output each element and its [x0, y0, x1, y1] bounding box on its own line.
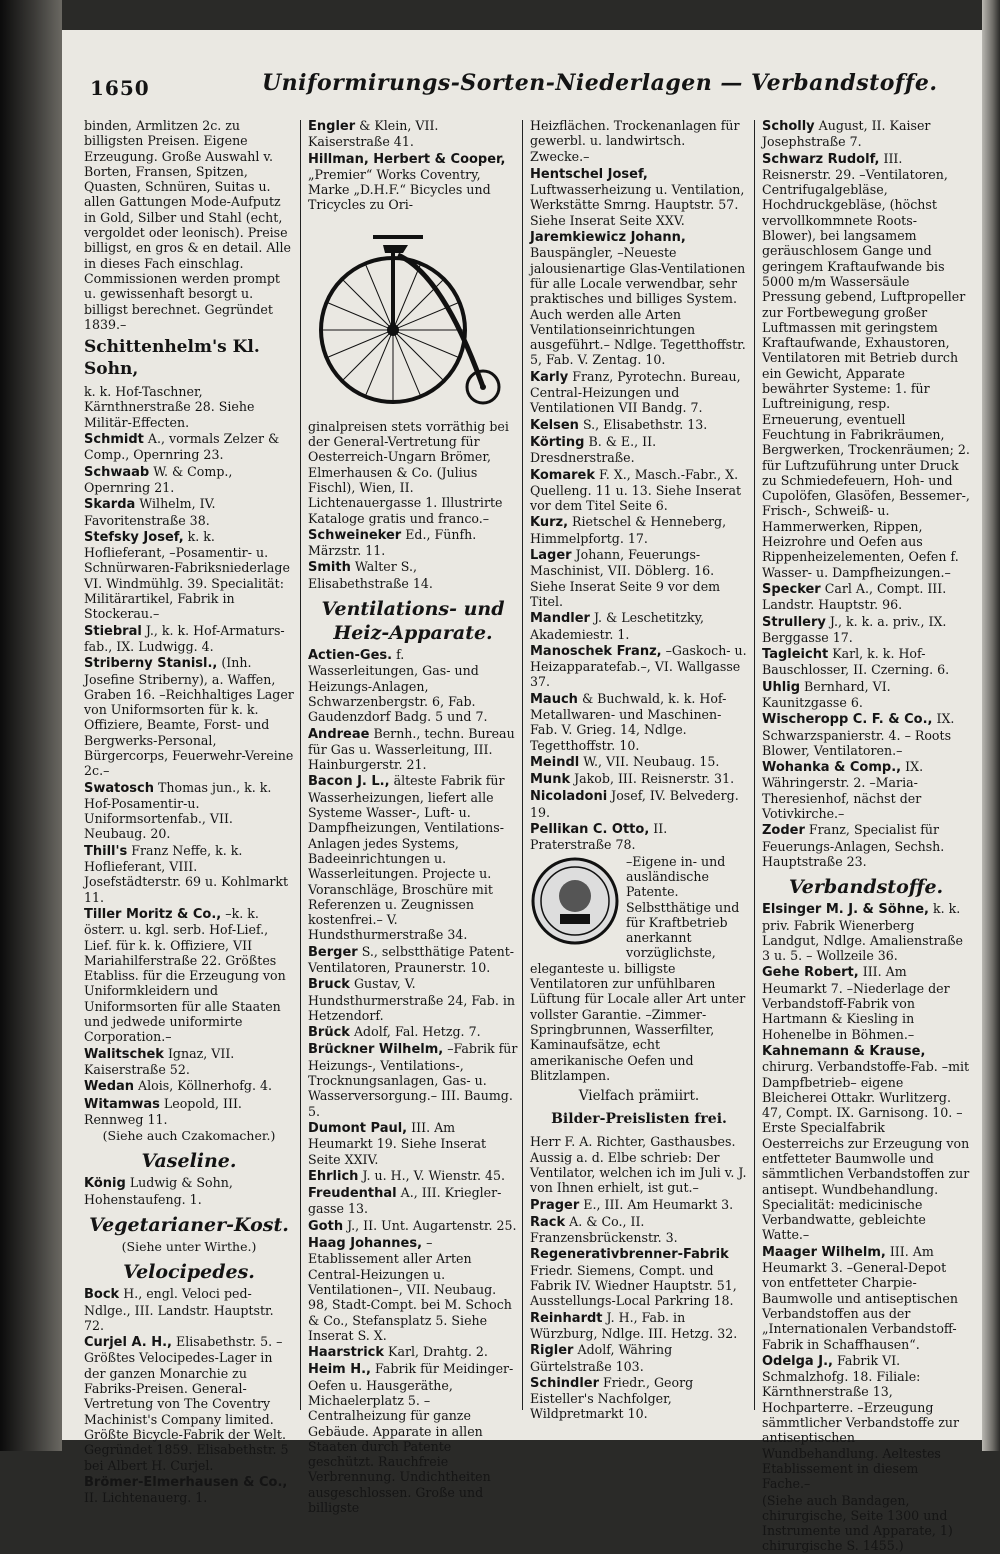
directory-entry: [530, 1310, 748, 1342]
entry-text: k. k. priv. Fabrik Wienerberg Landgut, Ndlge. Amalienstraße 3 u. 5. – Wollzeile 36.: [762, 901, 963, 964]
directory-entry: [530, 417, 748, 433]
entry-name: Mandler: [530, 611, 590, 627]
directory-entry: [530, 1197, 748, 1213]
directory-entry: [530, 1375, 748, 1422]
directory-entry: [308, 1168, 518, 1184]
directory-entry: [84, 1334, 294, 1473]
entry-name: Hentschel Josef,: [530, 166, 648, 182]
directory-entry: [308, 1235, 518, 1343]
directory-entry: [84, 496, 294, 528]
entry-name: Pellikan C. Otto,: [530, 822, 650, 838]
see-also-note: (Siehe auch Czakomacher.): [102, 1128, 276, 1144]
directory-entry: [84, 1286, 294, 1333]
entry-name: Haarstrick: [308, 1345, 385, 1361]
column-2: [308, 118, 518, 1516]
directory-entry: [762, 901, 970, 963]
entry-name: Munk: [530, 772, 571, 788]
section-heading-velocipedes: Velocipedes.: [123, 1261, 255, 1284]
entry-text: S., Elisabethstr. 13.: [582, 416, 708, 432]
entry-text: –Fabrik für Heizungs-, Ventilations-, Trocknungsanlagen, Gas- u. Wasserversorgung.– III. Baumg. 5.: [308, 1041, 518, 1119]
directory-entry: [308, 1344, 518, 1360]
directory-entry: [530, 369, 748, 416]
directory-entry: [308, 151, 518, 213]
entry-list: [84, 1286, 294, 1505]
directory-entry: [308, 1120, 518, 1167]
entry-text: F. X., Masch.-Fabr., X. Quelleng. 11 u. 13. Siehe Inserat vor dem Titel Seite 6.: [530, 466, 742, 514]
entry-name: Berger: [308, 944, 358, 960]
entry-name: Goth: [308, 1218, 344, 1234]
entry-name: Thill's: [84, 843, 128, 859]
directory-entry: [308, 1024, 518, 1040]
entry-text: „Premier“ Works Coventry, Marke „D.H.F.“ Bicycles und Tricycles zu Ori-: [308, 166, 491, 213]
directory-entry: [530, 547, 748, 609]
directory-entry: [84, 906, 294, 1045]
entry-name: Schmidt: [84, 432, 144, 448]
entry-text: –Gaskoch- u. Heizapparatefab.–, VI. Wallgasse 37.: [530, 642, 747, 690]
entry-text: (Inh. Josefine Striberny), a. Waffen, Graben 16. –Reichhaltiges Lager von Uniformsorten für k. k. Offiziere, Beamte, Forst- und Bergwerks-Personal, Bürgercorps, Feuerwehr-Vereine 2c.–: [84, 655, 294, 779]
directory-entry: [530, 1246, 748, 1308]
entry-text: J., k. k. Hof-Armaturs-fab., IX. Ludwigg. 4.: [84, 622, 285, 654]
directory-entry: [530, 643, 748, 690]
page-edge: [982, 0, 1000, 1451]
entry-text: Leopold, III. Rennweg 11.: [84, 1095, 242, 1127]
directory-entry: [530, 1342, 748, 1374]
entry-text: Friedr., Georg Eisteller's Nachfolger, Wildpretmarkt 10.: [530, 1374, 694, 1422]
entry-name: Wohanka & Comp.,: [762, 760, 902, 776]
directory-entry: [530, 610, 748, 642]
directory-page: [62, 30, 982, 1554]
entry-text: III. Am Heumarkt 7. –Niederlage der Verbandstoff-Fabrik von Hartmann & Kiesling in Hohenelbe in Böhmen.–: [762, 964, 950, 1042]
entry-name: Dumont Paul,: [308, 1120, 408, 1136]
directory-entry: [84, 1175, 294, 1207]
directory-entry: [308, 1041, 518, 1118]
entry-name: König: [84, 1176, 126, 1192]
entry-name: Brück: [308, 1025, 350, 1041]
directory-entry: [84, 655, 294, 778]
featured-entry-text: k. k. Hof-Taschner, Kärnthnerstraße 28. Siehe Militär-Effecten.: [84, 384, 255, 430]
entry-text: S., selbstthätige Patent-Ventilatoren, Praunerstr. 10.: [308, 943, 515, 975]
entry-text: Luftwasserheizung u. Ventilation, Werkstätte Smrng. Hauptstr. 57. Siehe Inserat Seite XXV.: [530, 182, 745, 228]
entry-name: Brömer-Elmerhausen & Co.,: [84, 1474, 288, 1490]
entry-text: A., vormals Zelzer & Comp., Opernring 23.: [84, 431, 280, 463]
entry-text: J., k. k. a. priv., IX. Berggasse 17.: [762, 613, 947, 645]
penny-farthing-bicycle-icon: [313, 215, 513, 415]
entry-text: August, II. Kaiser Josephstraße 7.: [762, 118, 931, 150]
entry-text: älteste Fabrik für Wasserheizungen, liefert alle Systeme Wasser-, Luft- u. Dampfheizungen, Ventilations-Anlagen jedes Systems, Badeeinrichtungen u. Wasserleitungen. Projecte u. Voranschläge, Broschüre mit Referenzen u. Zeugnissen kostenfrei.– V. Hundsthurmerstraße 34.: [308, 773, 505, 943]
entry-text: Franz, Pyrotechn. Bureau, Central-Heizungen und Ventilationen VII Bandg. 7.: [530, 368, 741, 416]
directory-entry: [308, 1185, 518, 1217]
directory-entry: [530, 514, 748, 546]
entry-text: chirurg. Verbandstoffe-Fab. –mit Dampfbetrieb– eigene Bleicherei Ottakr. Wurlitzerg. 47, Compt. IX. Garnisong. 10. –Erste Specialfabrik Oesterreichs zur Erzeugung von entfetteter Baumwolle und sämmtlichen Verbandstoffen zur antisept. Wundbehandlung. Specialität: medicinische Verbandwatte, gebleichte Watte.–: [762, 1059, 970, 1243]
continuation-text: ginalpreisen stets vorräthig bei der General-Vertretung für Oesterreich-Ungarn Brömer, Elmerhausen & Co. (Julius Fischl), Wien, II. Lichtenauergasse 1. Illustrirte Kataloge gratis und franco.–: [308, 418, 509, 526]
directory-entry: [530, 771, 748, 787]
column-divider: [522, 120, 523, 1410]
directory-entry: [84, 1046, 294, 1078]
entry-name: Jaremkiewicz Johann,: [530, 230, 686, 246]
medal-seal-icon: [530, 856, 620, 946]
entry-text: –k. k. österr. u. kgl. serb. Hof-Lief., Lief. für k. k. Offiziere, VII Mariahilferstraße 22. Größtes Etabliss. für die Erzeugung von Uniformkleidern und Uniformsorten für alle Staaten und jedwede uniformirte Corporation.–: [84, 905, 286, 1045]
entry-name: Maager Wilhelm,: [762, 1244, 886, 1260]
entry-name: Hillman, Herbert & Cooper,: [308, 151, 506, 167]
entry-text: Friedr. Siemens, Compt. und Fabrik IV. Wiedner Hauptstr. 51, Ausstellungs-Local Parkring 18.: [530, 1262, 737, 1309]
directory-entry: [762, 118, 970, 150]
entry-name: Specker: [762, 581, 821, 597]
entry-text: Franz Neffe, k. k. Hoflieferant, VIII. Josefstädterstr. 69 u. Kohlmarkt 11.: [84, 842, 289, 905]
award-note: Vielfach prämiirt.: [578, 1088, 700, 1105]
price-list-note: Bilder-Preislisten frei.: [551, 1111, 727, 1128]
section-heading-vegetarian: Vegetarianer-Kost.: [89, 1214, 289, 1236]
directory-entry: [308, 726, 518, 773]
entry-text: Karl, k. k. Hof-Bauschlosser, II. Czerning. 6.: [762, 646, 950, 678]
entry-name: Meindl: [530, 754, 580, 770]
book-binding: [0, 0, 62, 1451]
column-4: [762, 118, 970, 1554]
entry-text: Carl A., Compt. III. Landstr. Hauptstr. 96.: [762, 580, 947, 613]
entry-list: [530, 1197, 748, 1422]
column-1: [84, 118, 294, 1506]
column-3: [530, 118, 748, 1422]
entry-name: Skarda: [84, 497, 136, 513]
entry-text: Karl, Drahtg. 2.: [388, 1344, 488, 1360]
featured-entry-name: Schittenhelm's Kl. Sohn,: [84, 337, 260, 380]
entry-name: Körting: [530, 434, 585, 450]
entry-text: k. k. Hoflieferant, –Posamentir- u. Schnürwaren-Fabriksniederlage VI. Windmühlg. 39. Specialität: Militärartikel, Fabrik in Stockerau.–: [84, 528, 290, 622]
entry-list: [308, 527, 518, 591]
entry-name: Schwaab: [84, 464, 150, 480]
entry-name: Odelga J.,: [762, 1353, 833, 1369]
directory-entry: [84, 623, 294, 655]
entry-name: Witamwas: [84, 1096, 160, 1112]
entry-name: Elsinger M. J. & Söhne,: [762, 902, 929, 918]
directory-entry: [84, 431, 294, 463]
entry-list: [84, 431, 294, 1127]
entry-text: W., VII. Neubaug. 15.: [583, 753, 720, 769]
directory-entry: [308, 118, 518, 150]
entry-list: [530, 166, 748, 853]
entry-name: Brückner Wilhelm,: [308, 1042, 444, 1058]
entry-name: Curjel A. H.,: [84, 1335, 172, 1351]
page-number: 1650: [90, 76, 150, 100]
entry-name: Kelsen: [530, 417, 579, 433]
entry-text: f. Wasserleitungen, Gas- und Heizungs-Anlagen, Schwarzenbergstr. 6, Fab. Gaudenzdorf Badg. 5 und 7.: [308, 647, 488, 725]
section-heading-vaseline: Vaseline.: [141, 1150, 237, 1173]
entry-text: III. Am Heumarkt 3. –General-Depot von entfetteter Charpie-Baumwolle und antiseptischen Verbandstoffen aus der „Internationalen Verbandstoff-Fabrik in Schaffhausen“.: [762, 1243, 958, 1352]
pellikan-ad-text: –Eigene in- und ausländische Patente. Selbstthätige und für Kraftbetrieb anerkannt vorzüglichste, eleganteste u. billigste Ventilatoren zur unfühlbaren Lüftung für Locale aller Art unter vollster Garantie. –Zimmer-Springbrunnen, Wasserfilter, Kaminaufsätze, echt amerikanische Oefen und Blitzlampen.: [530, 853, 746, 1083]
directory-entry: [762, 711, 970, 758]
entry-text: E., III. Am Heumarkt 3.: [583, 1196, 734, 1212]
entry-name: Tiller Moritz & Co.,: [84, 906, 222, 922]
entry-text: III. Reisnerstr. 29. –Ventilatoren, Centrifugalgebläse, Hochdruckgebläse, (höchst vervollkommnete Roots-Blower), bei langsamem geräuschlosem Gange und geringem Kraftaufwande bis 5000 m/m Wassersäule Pressung gebend, Luftpropeller zur Fortbewegung großer Luftmassen mit geringstem Kraftaufwande, Exhaustoren, Ventilatoren mit Betrieb durch ein Gewicht, Apparate bewährter Systeme: 1. für Luftreinigung, resp. Erneuerung, eventuell Feuchtung in Fabrikräumen, Bergwerken, Trockenräumen; 2. für Luftzuführung unter Druck zu Schmiedefeuern, Hoh- und Cupolöfen, Glasöfen, Bessemer-, Frisch-, Schweiß- u. Hammerwerken, Rippen, Heizrohre und Oefen aus Rippenheizelementen, Oefen f. Wasser- u. Dampfheizungen.–: [762, 150, 970, 580]
entry-name: Andreae: [308, 726, 370, 742]
entry-name: Tagleicht: [762, 647, 829, 663]
entry-name: Wischeropp C. F. & Co.,: [762, 712, 933, 728]
directory-entry: [530, 166, 748, 228]
directory-entry: [762, 679, 970, 711]
directory-entry: [84, 780, 294, 842]
directory-entry: [84, 464, 294, 496]
entry-text: Franz, Specialist für Feuerungs-Anlagen, Sechsh. Hauptstraße 23.: [762, 822, 945, 869]
entry-name: Bruck: [308, 977, 350, 993]
entry-name: Nicoladoni: [530, 789, 608, 805]
entry-text: A., III. Kriegler-gasse 13.: [308, 1185, 502, 1217]
entry-name: Stefsky Josef,: [84, 529, 184, 545]
testimonial-text: Herr F. A. Richter, Gasthausbes. Aussig a. d. Elbe schrieb: Der Ventilator, welchen ich im Juli v. J. von Ihnen erhielt, ist gut.–: [530, 1134, 747, 1196]
entry-text: Gustav, V. Hundsthurmerstraße 24, Fab. in Hetzendorf.: [308, 976, 515, 1023]
directory-entry: [530, 434, 748, 466]
entry-text: Elisabethstr. 5. –Größtes Velocipedes-Lager in der ganzen Monarchie zu Fabriks-Preisen. General-Vertretung von The Coventry Machinist's Company limited. Größte Bicycle-Fabrik der Welt. Gegründet 1859. Elisabethstr. 5 bei Albert H. Curjel.: [84, 1334, 289, 1473]
directory-entry: [84, 843, 294, 905]
entry-list: [762, 901, 970, 1491]
entry-name: Engler: [308, 119, 356, 134]
entry-text: Thomas jun., k. k. Hof-Posamentir-u. Uniformsortenfab., VII. Neubaug. 20.: [84, 779, 272, 842]
continuation-text: Heizflächen. Trockenanlagen für gewerbl. u. landwirtsch. Zwecke.–: [530, 118, 740, 164]
entry-name: Zoder: [762, 823, 805, 839]
directory-entry: [308, 1361, 518, 1515]
entry-text: J. & Leschetitzky, Akademiestr. 1.: [530, 610, 705, 642]
entry-text: J. H., Fab. in Würzburg, Ndlge. III. Hetzg. 32.: [530, 1309, 738, 1341]
entry-text: A. & Co., II. Franzensbrückenstr. 3.: [530, 1213, 678, 1246]
directory-entry: [762, 964, 970, 1041]
directory-entry: [762, 581, 970, 613]
directory-entry: [308, 944, 518, 976]
entry-name: Gehe Robert,: [762, 965, 859, 981]
directory-entry: [762, 1244, 970, 1352]
entry-name: Regenerativbrenner-Fabrik: [530, 1247, 729, 1263]
directory-entry: [308, 1218, 518, 1234]
entry-text: Ignaz, VII. Kaiserstraße 52.: [84, 1045, 235, 1077]
directory-entry: [530, 754, 748, 770]
entry-text: Fabrik für Meidinger-Oefen u. Hausgeräthe, Michaelerplatz 5. –Centralheizung für ganze Gebäude. Apparate in allen Staaten durch Patente geschützt. Rauchfreie Verbrennung. Undichtheiten ausgeschlossen. Große und billigste: [308, 1361, 514, 1516]
entry-text: Bernh., techn. Bureau für Gas u. Wasserleitung, III. Hainburgerstr. 21.: [308, 725, 515, 773]
entry-name: Walitschek: [84, 1046, 164, 1062]
entry-text: Walter S., Elisabethstraße 14.: [308, 559, 433, 591]
column-divider: [300, 120, 301, 1410]
entry-text: W. & Comp., Opernring 21.: [84, 463, 233, 495]
directory-entry: [308, 976, 518, 1023]
entry-text: Jakob, III. Reisnerstr. 31.: [574, 771, 735, 787]
directory-entry: [84, 1474, 294, 1506]
entry-text: H., engl. Veloci ped-Ndlge., III. Landstr. Hauptstr. 72.: [84, 1286, 274, 1333]
entry-name: Heim H.,: [308, 1362, 371, 1378]
entry-name: Lager: [530, 548, 572, 564]
page-header: Uniformirungs-Sorten-Niederlagen — Verbandstoffe.: [262, 70, 938, 96]
footer-note: (Siehe auch Bandagen, chirurgische, Seite 1300 und Instrumente und Apparate, 1) chirurgische S. 1455.): [762, 1492, 953, 1554]
entry-name: Striberny Stanisl.,: [84, 656, 218, 672]
entry-name: Bacon J. L.,: [308, 774, 390, 790]
entry-text: Fabrik VI. Schmalzhofg. 18. Filiale: Kärnthnerstraße 13, Hochparterre. –Erzeugung sämmtlicher Verbandstoffe zur antiseptischen Wundbehandlung. Aeltestes Etablissement in diesem Fache.–: [762, 1352, 960, 1492]
directory-entry: [762, 646, 970, 678]
entry-name: Mauch: [530, 691, 578, 707]
entry-name: Stiebral: [84, 623, 142, 639]
entry-text: IX. Schwarzspanierstr. 4. – Roots Blower, Ventilatoren.–: [762, 711, 955, 758]
directory-entry: [308, 527, 518, 559]
entry-text: Ludwig & Sohn, Hohenstaufeng. 1.: [84, 1175, 233, 1207]
entry-list: [308, 647, 518, 1515]
entry-name: Manoschek Franz,: [530, 643, 662, 659]
entry-text: Johann, Feuerungs-Maschinist, VII. Döblerg. 16. Siehe Inserat Seite 9 vor dem Titel.: [530, 547, 721, 609]
entry-text: Alois, Köllnerhofg. 4.: [138, 1078, 272, 1094]
entry-name: Haag Johannes,: [308, 1236, 423, 1252]
directory-entry: [530, 691, 748, 753]
entry-text: J. u. H., V. Wienstr. 45.: [362, 1167, 506, 1183]
entry-text: Rietschel & Henneberg, Himmelpfortg. 17.: [530, 514, 727, 546]
entry-name: Prager: [530, 1197, 580, 1213]
directory-entry: [762, 1353, 970, 1492]
directory-entry: [762, 151, 970, 580]
entry-text: Bernhard, VI. Kaunitzgasse 6.: [762, 678, 891, 710]
entry-name: Bock: [84, 1287, 120, 1303]
directory-entry: [84, 1096, 294, 1128]
directory-entry: [308, 559, 518, 591]
entry-text: Bauspängler, –Neueste jalousienartige Glas-Ventilationen für alle Locale verwendbar, sehr praktisches und billiges System. Auch werden alle Arten Ventilationseinrichtungen ausgeführt.– Ndlge. Tegetthoffstr. 5, Fab. V. Zentag. 10.: [530, 245, 746, 368]
entry-name: Karly: [530, 369, 569, 385]
entry-name: Smith: [308, 560, 351, 576]
directory-entry: [530, 821, 748, 853]
advertisement-text: [530, 854, 748, 1083]
directory-entry: [762, 822, 970, 869]
column-divider: [754, 120, 755, 1410]
directory-entry: [530, 788, 748, 820]
entry-text: & Buchwald, k. k. Hof-Metallwaren- und Maschinen-Fab. V. Grieg. 14, Ndlge. Tegetthoffstr. 10.: [530, 690, 727, 753]
entry-text: Adolf, Währing Gürtelstraße 103.: [530, 1342, 673, 1374]
entry-name: Actien-Ges.: [308, 648, 393, 664]
directory-entry: [530, 229, 748, 368]
entry-name: Rigler: [530, 1343, 574, 1359]
continuation-text: binden, Armlitzen 2c. zu billigsten Preisen. Eigene Erzeugung. Große Auswahl v. Borten, Fransen, Spitzen, Quasten, Schnüren, Suitas u. allen Gattungen Mode-Aufputz in Gold, Silber und Stahl (echt, vergoldet oder leonisch). Preise billigst, en gros & en detail. Alle in dieses Fach einschlag. Commissionen werden prompt u. gewissenhaft besorgt u. billigst berechnet. Gegründet 1839.–: [84, 118, 291, 332]
directory-entry: [762, 614, 970, 646]
entry-list: [762, 118, 970, 869]
directory-entry: [762, 759, 970, 821]
entry-text: Adolf, Fal. Hetzg. 7.: [353, 1024, 481, 1040]
entry-name: Schweineker: [308, 527, 402, 543]
entry-name: Freudenthal: [308, 1186, 397, 1202]
entry-name: Kahnemann & Krause,: [762, 1043, 926, 1059]
entry-name: Reinhardt: [530, 1310, 603, 1326]
entry-name: Schwarz Rudolf,: [762, 151, 880, 167]
entry-text: B. & E., II. Dresdnerstraße.: [530, 433, 657, 466]
entry-name: Swatosch: [84, 780, 154, 796]
entry-text: Ed., Fünfh. Märzstr. 11.: [308, 526, 477, 559]
entry-text: II. Lichtenauerg. 1.: [84, 1490, 208, 1506]
entry-text: –Etablissement aller Arten Central-Heizungen u. Ventilationen–, VII. Neubaug. 98, Stadt-Compt. bei M. Schoch & Co., Stefansplatz 5. Siehe Inserat S. X.: [308, 1235, 512, 1343]
entry-text: J., II. Unt. Augartenstr. 25.: [347, 1217, 517, 1233]
entry-text: Wilhelm, IV. Favoritenstraße 38.: [84, 496, 216, 528]
entry-name: Wedan: [84, 1079, 135, 1095]
entry-name: Kurz,: [530, 515, 569, 531]
entry-name: Scholly: [762, 119, 815, 134]
section-heading-verbandstoffe: Verbandstoffe.: [788, 876, 944, 899]
entry-name: Uhlig: [762, 679, 801, 695]
entry-name: Strullery: [762, 614, 826, 630]
section-subnote: (Siehe unter Wirthe.): [121, 1239, 257, 1254]
directory-entry: [762, 1043, 970, 1243]
entry-text: II. Praterstraße 78.: [530, 821, 668, 853]
directory-entry: [530, 467, 748, 514]
entry-list: [308, 118, 518, 213]
entry-text: Josef, IV. Belvederg. 19.: [530, 788, 739, 820]
entry-name: Rack: [530, 1214, 566, 1230]
entry-name: Schindler: [530, 1375, 600, 1391]
directory-entry: [530, 1214, 748, 1246]
entry-text: IX. Währingerstr. 2. –Maria-Theresienhof, nächst der Votivkirche.–: [762, 759, 924, 822]
directory-entry: [308, 647, 518, 724]
section-heading-ventilation: Ventilations- und Heiz-Apparate.: [321, 598, 505, 645]
directory-entry: [84, 529, 294, 622]
entry-text: & Klein, VII. Kaiserstraße 41.: [308, 118, 439, 150]
entry-name: Ehrlich: [308, 1168, 359, 1184]
entry-name: Komarek: [530, 467, 595, 483]
directory-entry: [84, 1078, 294, 1094]
entry-text: III. Am Heumarkt 19. Siehe Inserat Seite XXIV.: [308, 1119, 487, 1167]
directory-entry: [308, 773, 518, 942]
